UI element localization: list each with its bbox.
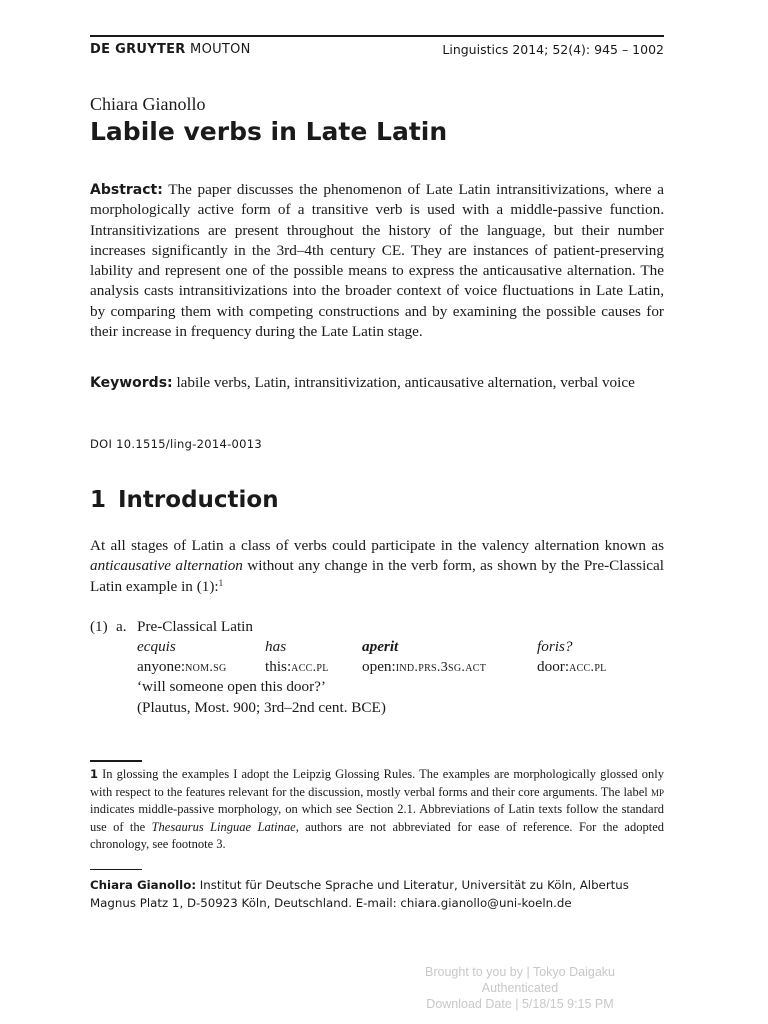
author-affiliation <box>90 876 664 912</box>
abstract-text: The paper discusses the phenomenon of Late Latin intransitivizations, where a morphologically active form of a transitive verb is used with a middle-passive function. Intransitivizations are present throughout the history of the language, but their number increases significantly in the 3rd–4th century CE. They are instances of patient-preserving lability and represent one of the possible means to express the anticausative alternation. The analysis casts intransitivizations into the broader context of voice fluctuations in Late Latin, by comparing them with competing constructions and by examining the possible causes for their increase in frequency during the Late Latin stage. <box>90 181 664 341</box>
watermark-line: Download Date | 5/18/15 9:15 PM <box>426 997 614 1011</box>
footnote <box>90 766 664 854</box>
example-source: (Plautus, Most. 900; 3rd–2nd cent. BCE) <box>137 699 386 716</box>
gloss-tags: acc.pl <box>291 660 329 675</box>
abstract <box>90 180 664 342</box>
article-title: Labile verbs in Late Latin <box>90 117 448 146</box>
section-number: 1 <box>90 487 107 513</box>
latin-word: aperit <box>362 638 399 655</box>
gloss-tags: ind.prs.3sg.act <box>395 660 487 675</box>
intro-text-after: without any change in the verb form, as shown by the Pre-Classical Latin example in (1): <box>90 557 664 595</box>
example-translation: ‘will someone open this door?’ <box>137 678 326 695</box>
intro-paragraph <box>90 536 664 597</box>
example-heading: Pre-Classical Latin <box>137 618 253 635</box>
intro-text-before: At all stages of Latin a class of verbs could participate in the valency alternation known as <box>90 537 664 554</box>
header-rule <box>90 35 664 37</box>
gloss <box>265 657 329 678</box>
affiliation-text: Institut für Deutsche Sprache und Literatur, Universität zu Köln, Albertus Magnus Platz 1, D-50923 Köln, Deutschland. E-mail: chiara.gianollo@uni-koeln.de <box>90 878 629 910</box>
gloss <box>137 657 227 678</box>
section-title: Introduction <box>118 487 279 513</box>
example-word <box>537 637 572 657</box>
gloss-lemma: this: <box>265 658 292 675</box>
affiliation-name: Chiara Gianollo: <box>90 878 197 892</box>
footnote-text: , authors are not abbreviated for ease of reference. For the adopted chronology, see footnote 3. <box>90 819 664 851</box>
example-word <box>137 637 176 657</box>
gloss-lemma: open: <box>362 658 396 675</box>
footnote-thesaurus: Thesaurus Linguae Latinae <box>151 819 296 834</box>
example-number: (1) <box>90 618 108 635</box>
footnote-mp-label: mp <box>650 784 664 799</box>
footnote-number: 1 <box>90 767 99 781</box>
latin-word: foris? <box>537 638 573 655</box>
keywords-label: Keywords: <box>90 375 173 391</box>
latin-word: has <box>265 638 287 655</box>
gloss-lemma: door: <box>537 658 570 675</box>
footnote-rule <box>90 760 142 762</box>
example-sub: a. <box>116 618 127 635</box>
gloss <box>537 657 607 678</box>
watermark-line: Brought to you by | Tokyo Daigaku <box>425 965 615 979</box>
example-word-highlight <box>362 637 398 657</box>
intro-term: anticausative alternation <box>90 557 243 575</box>
publisher-rest: MOUTON <box>190 42 251 57</box>
keywords-text: labile verbs, Latin, intransitivization, anticausative alternation, verbal voice <box>176 374 635 391</box>
doi-link[interactable]: DOI 10.1515/ling-2014-0013 <box>90 437 262 451</box>
author-name: Chiara Gianollo <box>90 94 206 114</box>
gloss-tags: acc.pl <box>569 660 607 675</box>
journal-reference: Linguistics 2014; 52(4): 945 – 1002 <box>442 42 664 57</box>
footnote-text: In glossing the examples I adopt the Leipzig Glossing Rules. The examples are morphologically glossed only with respect to the features relevant for the discussion, mostly verbal forms and their core arguments. The label <box>90 767 664 799</box>
latin-word: ecquis <box>137 638 176 655</box>
gloss-lemma: anyone: <box>137 658 186 675</box>
footnote-text: indicates middle-passive morphology, on which see Section 2.1. Abbreviations of Latin texts follow the standard use of the <box>90 802 664 834</box>
abstract-label: Abstract: <box>90 182 163 198</box>
gloss-tags: nom.sg <box>185 660 227 675</box>
publisher-bold: DE GRUYTER <box>90 42 186 57</box>
affiliation-rule <box>90 869 142 870</box>
section-heading <box>90 487 279 513</box>
keywords <box>90 373 664 393</box>
footnote-ref[interactable]: 1 <box>218 577 224 588</box>
download-watermark <box>400 964 640 1012</box>
publisher-name <box>90 42 251 57</box>
example-word <box>265 637 286 657</box>
watermark-line: Authenticated <box>481 981 559 995</box>
gloss <box>362 657 486 678</box>
